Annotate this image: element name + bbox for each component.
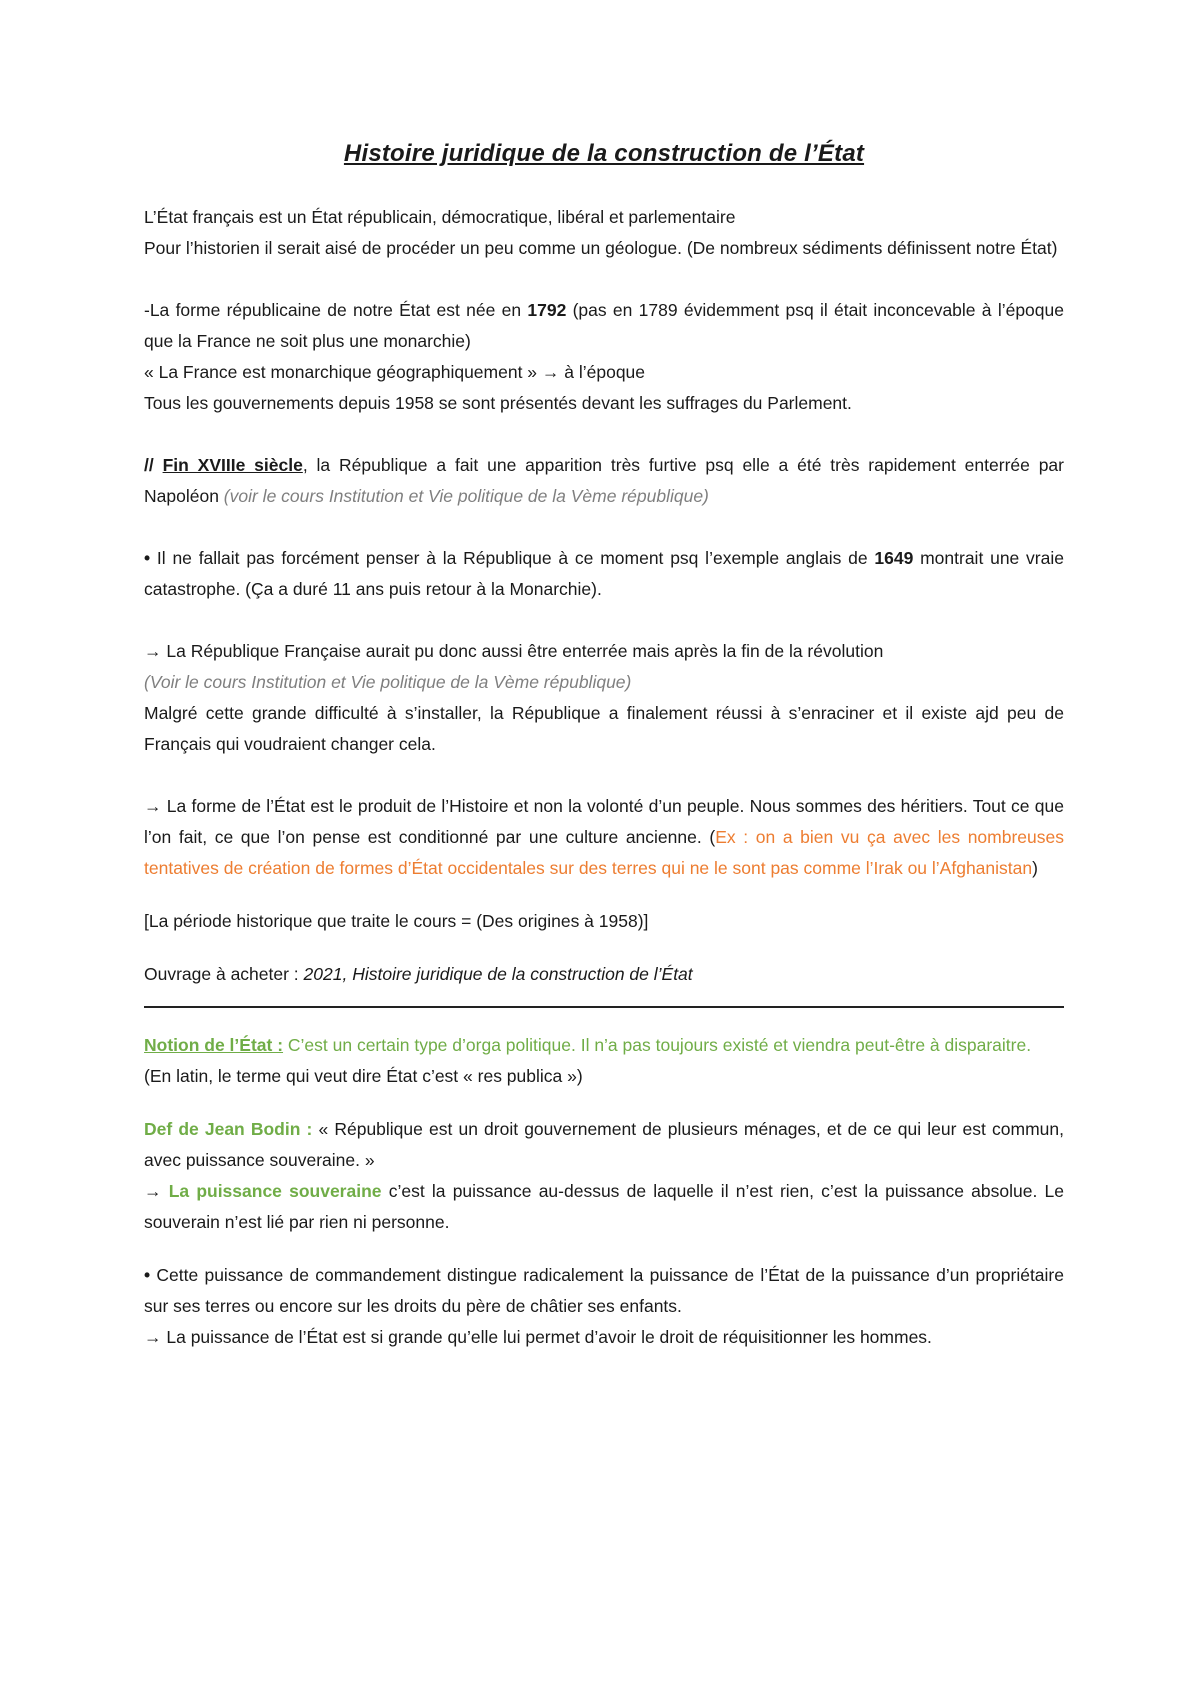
book-line: [144, 959, 1064, 990]
book-title: 2021, Histoire juridique de la construction de l’État: [303, 964, 693, 984]
bodin-label: Def de Jean Bodin :: [144, 1119, 313, 1139]
arrow: →: [144, 1181, 169, 1201]
course-reference: (voir le cours Institution et Vie politique de la Vème république): [223, 486, 709, 506]
text-span: (pas en 1789 évidemment psq il était inconcevable à l’époque que la France ne soit plus une monarchie): [144, 300, 1064, 351]
bodin-paragraph: [144, 1114, 1064, 1176]
course-reference-2: (Voir le cours Institution et Vie politique de la Vème république): [144, 672, 632, 692]
document-title: Histoire juridique de la construction de l’État: [343, 140, 865, 167]
year-1649: 1649: [874, 548, 914, 568]
text-span: montrait une vraie catastrophe. (Ça a duré 11 ans puis retour à la Monarchie).: [144, 548, 1064, 599]
document-page: [144, 140, 1064, 1353]
section-divider: [144, 1006, 1064, 1008]
intro-line: L’État français est un État républicain, démocratique, libéral et parlementaire: [144, 207, 736, 227]
text-span: Cette puissance de commandement distingue radicalement la puissance de l’État de la puissance d’un propriétaire sur ses terres ou encore sur les droits du père de châtier ses enfants.: [144, 1265, 1064, 1316]
sovereign-term: La puissance souveraine: [168, 1181, 382, 1201]
bodin-quote: « République est un droit gouvernement de plusieurs ménages, et de ce qui leur est commun, avec puissance souveraine. »: [144, 1119, 1064, 1170]
period-line: [La période historique que traite le cours = (Des origines à 1958)]: [144, 911, 649, 931]
intro-geologist: Pour l’historien il serait aisé de procéder un peu comme un géologue. (De nombreux sédiments définissent notre État): [144, 238, 1058, 258]
latin-line: (En latin, le terme qui veut dire État c’est « res publica »): [144, 1066, 583, 1086]
prefix: //: [144, 455, 163, 475]
notion-paragraph: [144, 1030, 1064, 1061]
notion-text: C’est un certain type d’orga politique. Il n’a pas toujours existé et viendra peut-être à disparaitre.: [283, 1035, 1032, 1055]
book-label: Ouvrage à acheter :: [144, 964, 304, 984]
fin-xviii-heading: Fin XVIIIe siècle: [162, 455, 303, 475]
command-paragraph: [144, 1260, 1064, 1322]
late-18th-paragraph: [144, 450, 1064, 512]
text-span: -La forme républicaine de notre État est née en: [144, 300, 528, 320]
english-example-paragraph: [144, 543, 1064, 605]
text-span: , la République a fait une apparition très furtive psq elle a été très rapidement enterrée par Napoléon: [144, 455, 1064, 506]
notion-label: Notion de l’État :: [144, 1035, 284, 1055]
bullet: •: [144, 1265, 151, 1285]
government-line: Tous les gouvernements depuis 1958 se sont présentés devant les suffrages du Parlement.: [144, 393, 852, 413]
text-span: → La forme de l’État est le produit de l’Histoire et non la volonté d’un peuple. Nous sommes des héritiers. Tout ce que l’on fait, ce que l’on pense est conditionné par une culture ancienne. (: [144, 796, 1064, 847]
sovereign-def: c’est la puissance au-dessus de laquelle il n’est rien, c’est la puissance absolue. Le souverain n’est lié par rien ni personne.: [144, 1181, 1064, 1232]
quote-line: « La France est monarchique géographiquement » → à l’époque: [144, 362, 646, 382]
history-paragraph: [144, 791, 1064, 884]
republic-paragraph: [144, 295, 1064, 357]
revolution-line: → La République Française aurait pu donc aussi être enterrée mais après la fin de la révolution: [144, 641, 884, 661]
text-span: ): [1032, 858, 1038, 878]
bullet: •: [144, 548, 151, 568]
sovereign-paragraph: [144, 1176, 1064, 1238]
example-orange: Ex : on a bien vu ça avec les nombreuses tentatives de création de formes d’État occidentales sur des terres qui ne le sont pas comme l’Irak ou l’Afghanistan: [144, 827, 1065, 878]
roots-line: Malgré cette grande difficulté à s’installer, la République a finalement réussi à s’enraciner et il existe ajd peu de Français qui voudraient changer cela.: [144, 703, 1064, 754]
text-span: Il ne fallait pas forcément penser à la République à ce moment psq l’exemple anglais de: [150, 548, 875, 568]
requisition-line: → La puissance de l’État est si grande qu’elle lui permet d’avoir le droit de réquisitionner les hommes.: [144, 1327, 932, 1347]
year-1792: 1792: [527, 300, 567, 320]
